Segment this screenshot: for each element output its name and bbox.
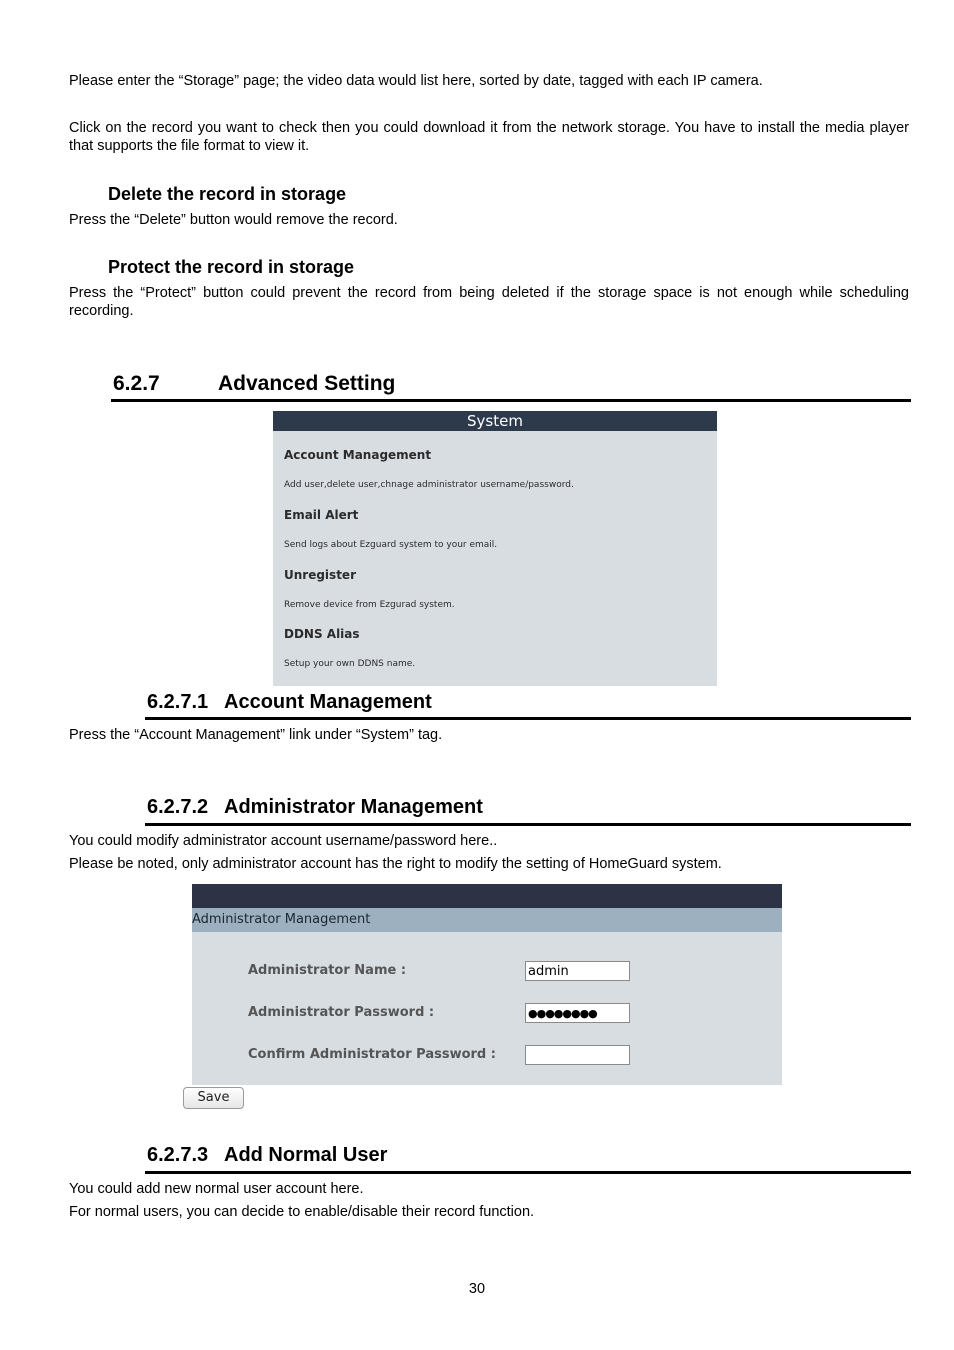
- section-6272-text-2: Please be noted, only administrator account has the right to modify the setting of HomeGuard system.: [69, 856, 722, 872]
- section-6272-text-1: You could modify administrator account username/password here..: [69, 833, 498, 849]
- section-6273-rule: [145, 1171, 911, 1174]
- admin-password-label: Administrator Password :: [248, 1005, 435, 1020]
- admin-name-label: Administrator Name :: [248, 963, 407, 978]
- section-627-title: Advanced Setting: [218, 372, 396, 395]
- admin-panel-title: Administrator Management: [192, 908, 782, 932]
- section-6271-rule: [145, 717, 911, 720]
- section-627-rule: [111, 399, 911, 402]
- section-6271-title: Account Management: [224, 691, 432, 713]
- confirm-password-input[interactable]: [525, 1045, 630, 1065]
- system-item-unregister-desc: Remove device from Ezgurad system.: [284, 600, 455, 610]
- system-item-account-management-desc: Add user,delete user,chnage administrator username/password.: [284, 480, 574, 490]
- section-6271-number: 6.2.7.1: [147, 691, 209, 713]
- admin-password-input[interactable]: ●●●●●●●●: [525, 1003, 630, 1023]
- admin-panel: [192, 884, 782, 1085]
- system-item-ddns-alias-desc: Setup your own DDNS name.: [284, 659, 416, 669]
- system-item-email-alert-desc: Send logs about Ezguard system to your email.: [284, 540, 498, 550]
- section-6273-text-2: For normal users, you can decide to enable/disable their record function.: [69, 1204, 535, 1220]
- page-number: 30: [468, 1281, 486, 1297]
- protect-text: Press the “Protect” button could prevent the record from being deleted if the storage space is not enough while scheduling recording.: [69, 285, 909, 319]
- section-6272-number: 6.2.7.2: [147, 796, 209, 818]
- section-627-number: 6.2.7: [113, 372, 160, 395]
- delete-text: Press the “Delete” button would remove the record.: [69, 212, 398, 228]
- system-item-account-management[interactable]: Account Management: [284, 448, 432, 462]
- confirm-password-label: Confirm Administrator Password :: [248, 1047, 496, 1062]
- admin-name-input[interactable]: admin: [525, 961, 630, 981]
- save-button[interactable]: Save: [183, 1087, 244, 1109]
- intro-paragraph-2: Click on the record you want to check then you could download it from the network storage. You have to install the media player that supports the file format to view it.: [69, 120, 909, 154]
- section-6272-title: Administrator Management: [224, 796, 483, 818]
- section-6273-number: 6.2.7.3: [147, 1144, 209, 1166]
- admin-panel-top-bar: [192, 884, 782, 908]
- protect-heading: Protect the record in storage: [108, 257, 355, 277]
- system-panel: [273, 411, 717, 686]
- section-6272-rule: [145, 823, 911, 826]
- section-6273-text-1: You could add new normal user account here.: [69, 1181, 364, 1197]
- system-item-email-alert[interactable]: Email Alert: [284, 508, 359, 522]
- system-item-unregister[interactable]: Unregister: [284, 568, 356, 582]
- system-panel-header: System: [273, 411, 717, 431]
- section-6271-text: Press the “Account Management” link under “System” tag.: [69, 727, 443, 743]
- delete-heading: Delete the record in storage: [108, 184, 347, 204]
- system-item-ddns-alias[interactable]: DDNS Alias: [284, 627, 360, 641]
- section-6273-title: Add Normal User: [224, 1144, 388, 1166]
- intro-paragraph-1: Please enter the “Storage” page; the video data would list here, sorted by date, tagged with each IP camera.: [69, 73, 763, 89]
